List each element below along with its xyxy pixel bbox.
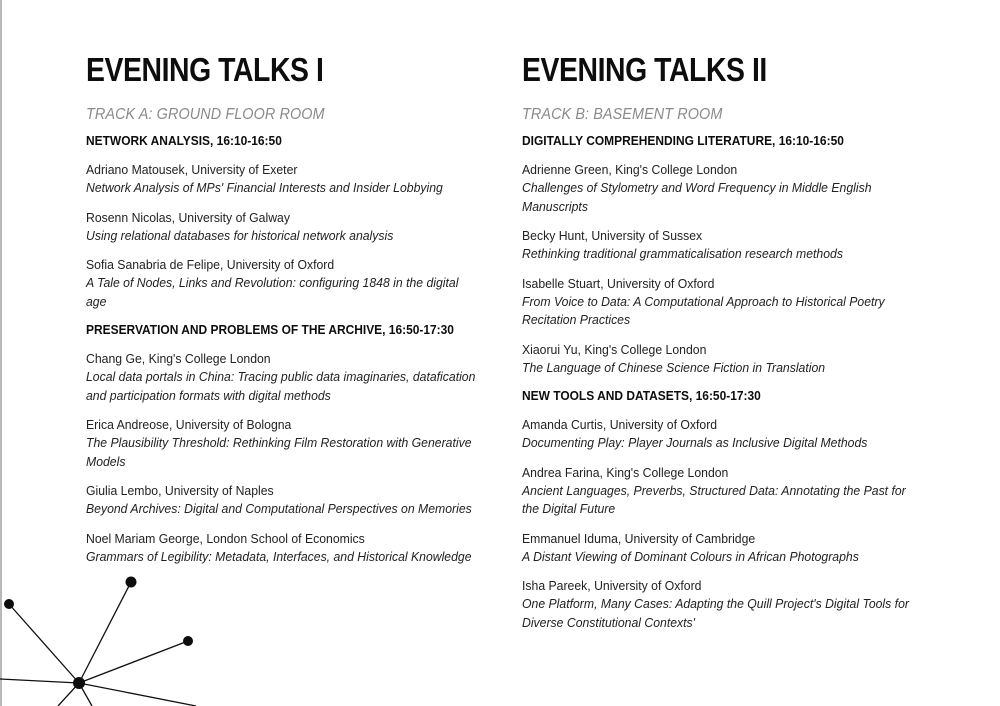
network-edge [9,604,79,683]
network-edge [79,683,196,706]
talk-item [86,161,486,198]
talk-title: One Platform, Many Cases: Adapting the Quill Project's Digital Tools for Diverse Constitutional Contexts' [522,596,909,630]
track-label: TRACK A: GROUND FLOOR ROOM [86,106,325,123]
evening-talks-1-column [86,52,486,566]
network-edge [79,582,131,683]
talk-speaker: Sofia Sanabria de Felipe, University of Oxford [86,257,335,272]
talk-title: Using relational databases for historical network analysis [86,227,394,243]
talk-item [522,577,922,632]
talk-speaker: Adriano Matousek, University of Exeter [86,162,298,177]
network-graph-decoration [0,570,200,706]
talk-speaker: Noel Mariam George, London School of Economics [86,530,365,546]
talk-speaker: Isabelle Stuart, University of Oxford [522,275,715,291]
talk-item [522,530,922,567]
talk-item [86,482,486,519]
talk-item [86,416,486,471]
talk-item [522,161,922,216]
talk-title: The Language of Chinese Science Fiction in Translation [522,359,826,375]
talk-speaker: Xiaorui Yu, King's College London [522,341,707,357]
talk-speaker: Adrienne Green, King's College London [522,162,738,177]
talk-title: Ancient Languages, Preverbs, Structured Data: Annotating the Past for the Digital Future [522,482,906,516]
talk-speaker: Amanda Curtis, University of Oxford [522,417,718,432]
evening-talks-2-column [522,52,922,632]
talk-title: A Tale of Nodes, Links and Revolution: configuring 1848 in the digital age [86,275,459,309]
talk-title: The Plausibility Threshold: Rethinking Film Restoration with Generative Models [86,435,472,469]
talk-speaker: Giulia Lembo, University of Naples [86,483,274,498]
network-node [4,599,14,609]
talk-title: Grammars of Legibility: Metadata, Interfaces, and Historical Knowledge [86,548,472,564]
talk-item [522,227,922,264]
talk-speaker: Isha Pareek, University of Oxford [522,578,702,593]
column-heading: EVENING TALKS II [522,51,767,88]
talk-title: Network Analysis of MPs' Financial Interests and Insider Lobbying [86,180,443,195]
talk-title: A Distant Viewing of Dominant Colours in African Photographs [522,548,859,564]
talk-speaker: Emmanuel Iduma, University of Cambridge [522,530,756,546]
network-edge [79,641,188,683]
talk-speaker: Erica Andreose, University of Bologna [86,417,292,432]
talk-item [522,275,922,330]
session-title: DIGITALLY COMPREHENDING LITERATURE, 16:10-16:50 [522,133,844,148]
talk-title: Documenting Play: Player Journals as Inclusive Digital Methods [522,435,868,450]
network-hub-node [73,677,85,689]
session-title: PRESERVATION AND PROBLEMS OF THE ARCHIVE, 16:50-17:30 [86,322,454,337]
talk-item [86,256,486,311]
session-title: NEW TOOLS AND DATASETS, 16:50-17:30 [522,388,761,403]
talk-title: Beyond Archives: Digital and Computational Perspectives on Memories [86,501,472,516]
track-label: TRACK B: BASEMENT ROOM [522,106,723,123]
network-edge [0,679,79,683]
talk-speaker: Chang Ge, King's College London [86,351,271,366]
column-heading: EVENING TALKS I [86,51,324,88]
talk-title: Local data portals in China: Tracing public data imaginaries, datafication and participation formats with digital methods [86,369,476,403]
talk-speaker: Andrea Farina, King's College London [522,464,729,480]
talk-item [522,416,922,453]
session-title: NETWORK ANALYSIS, 16:10-16:50 [86,133,282,148]
network-node [126,577,137,588]
talk-item [86,209,486,246]
talk-item [522,464,922,519]
talk-title: Rethinking traditional grammaticalisation research methods [522,246,843,261]
talk-speaker: Becky Hunt, University of Sussex [522,228,703,243]
talk-speaker: Rosenn Nicolas, University of Galway [86,209,290,225]
network-node [183,636,193,646]
talk-title: From Voice to Data: A Computational Approach to Historical Poetry Recitation Practices [522,293,885,327]
talk-title: Challenges of Stylometry and Word Frequency in Middle English Manuscripts [522,180,872,214]
talk-item [522,341,922,378]
talk-item [86,350,486,405]
talk-item [86,530,486,567]
